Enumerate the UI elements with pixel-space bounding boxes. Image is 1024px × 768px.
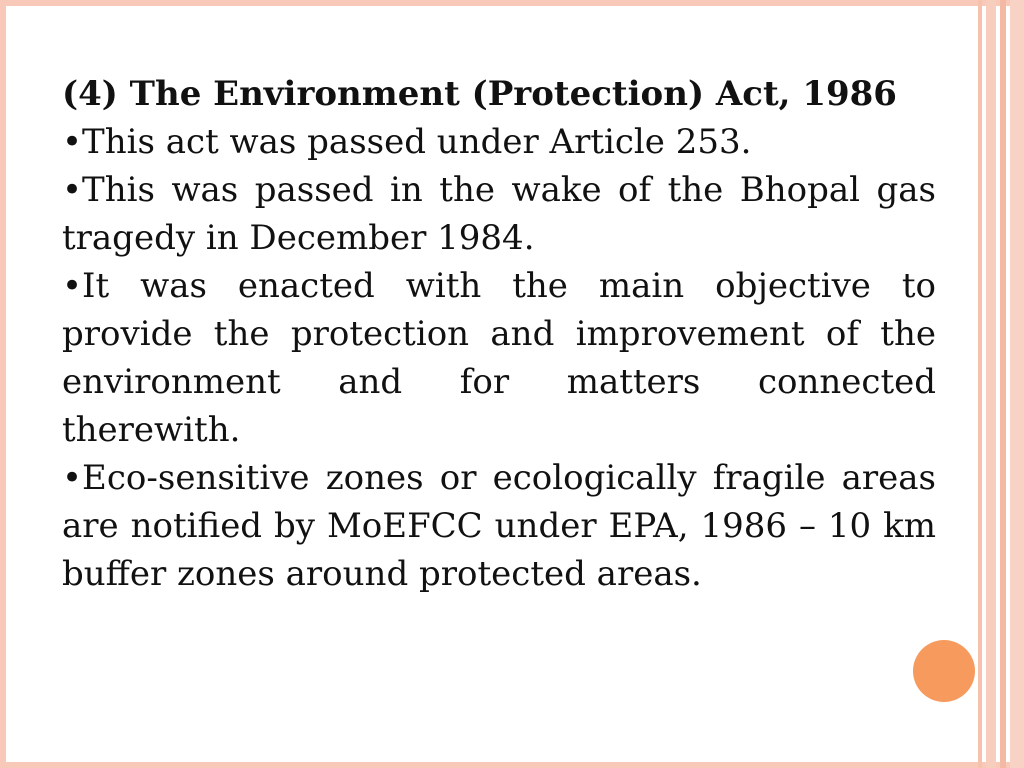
decorative-stripe xyxy=(986,0,996,768)
frame-bottom-border xyxy=(0,762,1024,768)
slide-content xyxy=(62,70,936,598)
bullet-item: •This act was passed under Article 253. xyxy=(62,122,752,162)
decorative-stripe xyxy=(1000,0,1006,768)
decorative-stripe xyxy=(978,0,982,768)
bullet-item: •It was enacted with the main objective to provide the protection and improvement of the environment and for matters connected therewith. xyxy=(62,266,936,450)
decorative-stripe xyxy=(1010,0,1024,768)
bullet-item: •This was passed in the wake of the Bhopal gas tragedy in December 1984. xyxy=(62,170,936,258)
slide-heading: (4) The Environment (Protection) Act, 1986 xyxy=(62,74,897,114)
frame-top-border xyxy=(0,0,1024,6)
frame-left-border xyxy=(0,0,6,768)
bullet-item: •Eco-sensitive zones or ecologically fragile areas are notified by MoEFCC under EPA, 1986 – 10 km buffer zones around protected areas. xyxy=(62,458,936,594)
decorative-circle-icon xyxy=(913,640,975,702)
